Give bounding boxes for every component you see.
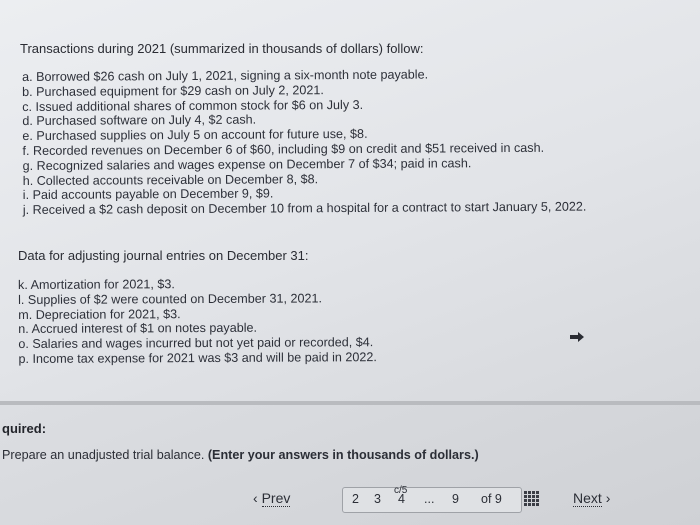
pagination-bar [0,480,700,516]
adjustments-list [18,276,377,367]
page-link-3[interactable]: 3 [374,492,381,506]
list-item: l. Supplies of $2 were counted on December 31, 2021. [18,291,322,307]
list-item: f. Recorded revenues on December 6 of $60, including $9 on credit and $51 received in cash. [22,140,545,158]
instruction-plain: Prepare an unadjusted trial balance. [2,448,208,462]
current-page-marker: c/5 [394,485,408,496]
prev-label: Prev [261,490,291,506]
list-item: o. Salaries and wages incurred but not yet paid or recorded, $4. [18,335,374,352]
next-label: Next [573,490,602,506]
list-item: p. Income tax expense for 2021 was $3 and will be paid in 2022. [18,350,377,366]
list-item: e. Purchased supplies on July 5 on account for future use, $8. [22,127,368,144]
page-selector [342,487,522,513]
page-ellipsis: ... [424,492,435,506]
list-item: g. Recognized salaries and wages expense on December 7 of $34; paid in cash. [22,156,472,173]
next-button[interactable] [573,490,610,506]
list-item: j. Received a $2 cash deposit on December 10 from a hospital for a contract to start January 5, 2022. [22,199,587,218]
transactions-list [22,67,586,218]
prev-button[interactable] [253,490,290,506]
page-link-9[interactable]: 9 [452,492,459,506]
list-item: n. Accrued interest of $1 on notes payable. [18,321,258,337]
list-item: i. Paid accounts payable on December 9, $9. [22,186,274,203]
page-link-4[interactable]: 4 [398,492,405,506]
transactions-heading: Transactions during 2021 (summarized in thousands of dollars) follow: [20,41,424,56]
list-item: c. Issued additional shares of common stock for $6 on July 3. [22,97,364,114]
list-item: h. Collected accounts receivable on December 8, $8. [22,171,319,188]
list-item: d. Purchased software on July 4, $2 cash. [22,112,257,129]
instruction-bold: (Enter your answers in thousands of dollars.) [207,448,479,462]
list-item: k. Amortization for 2021, $3. [18,277,175,292]
list-item: b. Purchased equipment for $29 cash on July 2, 2021. [22,82,324,99]
list-item: m. Depreciation for 2021, $3. [18,306,181,322]
chevron-left-icon: ‹ [253,490,258,506]
grid-icon[interactable] [524,491,539,506]
chevron-right-icon: › [605,490,611,506]
instruction-text [2,448,479,462]
page-link-2[interactable]: 2 [352,492,359,506]
mouse-cursor-icon [570,332,584,342]
adjustments-heading: Data for adjusting journal entries on December 31: [18,248,309,263]
required-label: quired: [2,421,47,436]
list-item: a. Borrowed $26 cash on July 1, 2021, signing a six-month note payable. [22,67,429,84]
page-count: of 9 [481,492,502,506]
